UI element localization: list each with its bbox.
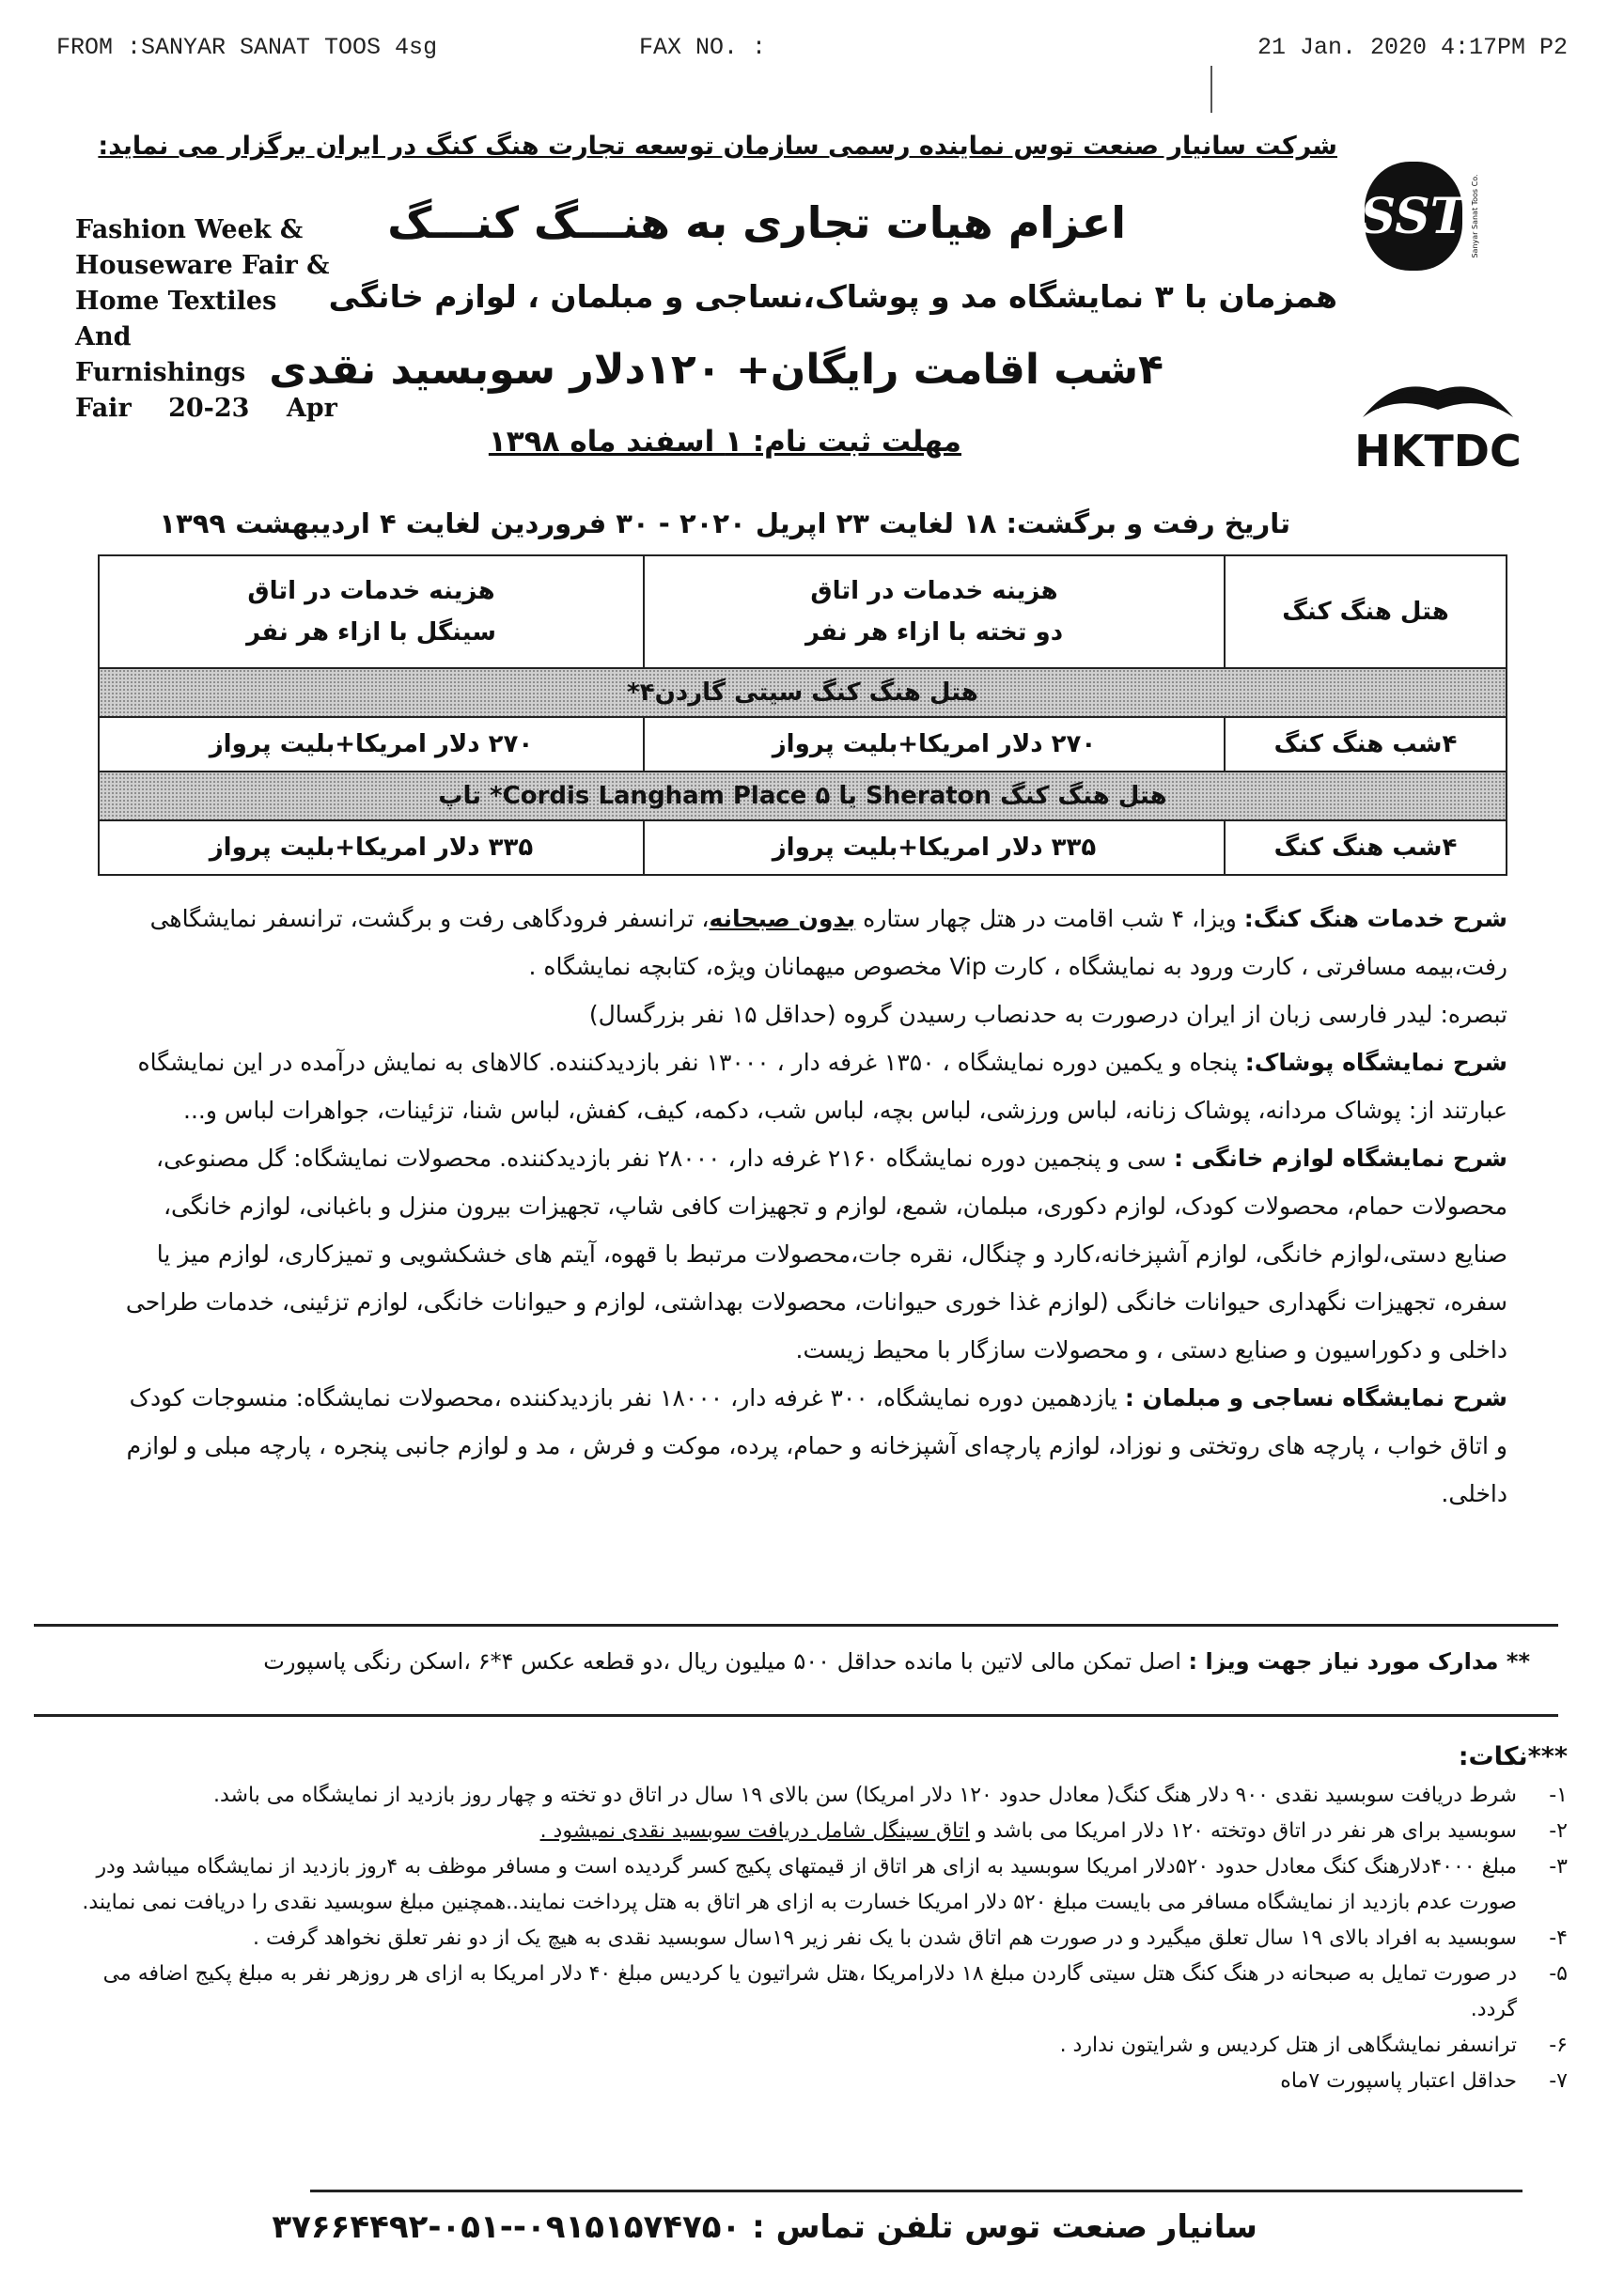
notes-section: [73, 1737, 1568, 2099]
svg-text:SST: SST: [1361, 188, 1467, 245]
contact-numbers: ۰۹۱۵۱۵۷۴۷۵۰--۰۵۱-۳۷۶۶۴۴۹۲: [272, 2208, 742, 2246]
english-line-3: Home Textiles: [75, 287, 277, 316]
contact-label: سانیار صنعت توس تلفن تماس :: [752, 2208, 1257, 2246]
table-group-row: [99, 772, 1507, 820]
table-row: [99, 717, 1507, 772]
sst-logo: [1361, 158, 1483, 274]
organizer-line: شرکت سانیار صنعت توس نماینده رسمی سازمان توسعه تجارت هنگ کنگ در ایران برگزار می نماید:: [98, 132, 1337, 161]
list-item: ۱- شرط دریافت سوبسید نقدی ۹۰۰ دلار هنگ کنگ( معادل حدود ۱۲۰ دلار امریکا) سن بالای ۱۹ سال در اتاق دو تخته و چهار روز بازدید از نمایشگاه می باشد.: [212, 1784, 1568, 1807]
page-title: اعزام هیات تجاری به هنـــگ کنـــگ: [387, 197, 1126, 248]
visa-documents: ** مدارک مورد نیاز جهت ویزا : اصل تمکن مالی لاتین با مانده حداقل ۵۰۰ میلیون ریال ،دو قطعه عکس ۴*۶ ،اسکن رنگی پاسپورت: [263, 1648, 1530, 1675]
english-line-1: Fashion Week &: [75, 215, 304, 244]
header-double: هزینه خدمات در اتاق دو تخته با ازاء هر نفر: [644, 555, 1225, 668]
header-single: هزینه خدمات در اتاق سینگل با ازاء هر نفر: [99, 555, 644, 668]
description-section: [117, 895, 1507, 1518]
fax-from: FROM :SANYAR SANAT TOOS 4sg: [56, 34, 438, 61]
row-label: ۴شب هنگ کنگ: [1225, 820, 1507, 875]
notes-title: ***نکات:: [1458, 1742, 1568, 1771]
list-item: ۶- ترانسفر نمایشگاهی از هتل کردیس و شرایتون ندارد .: [1059, 2034, 1568, 2057]
list-item: ۲- سوبسید برای هر نفر در اتاق دوتخته ۱۲۰ دلار امریکا می باشد و اتاق سینگل شامل دریافت سوبسید نقدی نمیشود .: [539, 1819, 1568, 1843]
services-label: شرح خدمات هنگ کنگ:: [1243, 905, 1507, 932]
hotel-group-5star: هتل هنگ کنگ Sheraton یا Cordis Langham Place ۵* تاپ: [99, 772, 1507, 820]
subtitle: همزمان با ۳ نمایشگاه مد و پوشاک،نساجی و مبلمان ، لوازم خانگی: [328, 278, 1337, 315]
divider: [310, 2190, 1522, 2192]
list-item: ۴- سوبسید به افراد بالای ۱۹ سال تعلق میگیرد و در صورت هم اتاق شدن با یک نفر زیر ۱۹سال سوبسید نقدی به هیچ یک از دو نفر تعلق نخواهد گرفت .: [252, 1926, 1568, 1950]
svg-text:Sanyar Sanat Toos Co.: Sanyar Sanat Toos Co.: [1471, 174, 1479, 258]
hotel-group-4star: هتل هنگ کنگ سیتی گاردن۴*: [99, 668, 1507, 717]
price-table: [98, 554, 1507, 876]
travel-dates: تاریخ رفت و برگشت: ۱۸ لغایت ۲۳ اپریل ۲۰۲۰ - ۳۰ فروردین لغایت ۴ اردیبهشت ۱۳۹۹: [159, 507, 1290, 539]
notes-list: [73, 1778, 1568, 2099]
list-item: ۷- حداقل اعتبار پاسپورت ۷ماه: [1280, 2069, 1568, 2093]
hktdc-logo: [1353, 351, 1522, 474]
fax-header: [56, 34, 1568, 66]
houseware-fair-label: شرح نمایشگاه لوازم خانگی :: [1174, 1145, 1507, 1172]
english-line-2: Houseware Fair &: [75, 251, 330, 280]
no-breakfast: بدون صبحانه: [709, 905, 856, 932]
divider: [34, 1714, 1558, 1717]
header-divider: [1210, 66, 1212, 113]
row-double-price: ۳۳۵ دلار امریکا+بلیت پرواز: [644, 820, 1225, 875]
row-single-price: ۳۳۵ دلار امریکا+بلیت پرواز: [99, 820, 644, 875]
table-group-row: [99, 668, 1507, 717]
fashion-fair-label: شرح نمایشگاه پوشاک:: [1244, 1049, 1507, 1076]
visa-docs-label: ** مدارک مورد نیاز جهت ویزا :: [1188, 1648, 1530, 1675]
contact-line: [130, 2208, 1257, 2246]
row-label: ۴شب هنگ کنگ: [1225, 717, 1507, 772]
offer-heading: ۴شب اقامت رایگان+ ۱۲۰دلار سوبسید نقدی: [269, 346, 1163, 394]
textile-fair-paragraph: شرح نمایشگاه نساجی و مبلمان : یازدهمین دوره نمایشگاه، ۳۰۰ غرفه دار، ۱۸۰۰۰ نفر بازدیدکننده ،محصولات نمایشگاه: منسوجات کودک و اتاق خواب ، پارچه های روتختی و نوزاد، لوازم پارچه‌ای آشپزخانه و حمام، پرده، موکت و فرش ، مد و لوازم جانبی پنجره ، پارچه مبلی و لوازم داخلی.: [126, 1384, 1507, 1507]
row-double-price: ۲۷۰ دلار امریکا+بلیت پرواز: [644, 717, 1225, 772]
houseware-fair-paragraph: شرح نمایشگاه لوازم خانگی : سی و پنجمین دوره نمایشگاه ۲۱۶۰ غرفه دار، ۲۸۰۰۰ نفر بازدیدکننده. محصولات نمایشگاه: گل مصنوعی، محصولات حمام، محصولات کودک، لوازم دکوری، مبلمان، شمع، لوازم و تجهیزات کافی شاپ، تجهیزات بیرون منزل و باغبانی، لوازم خانگی، صنایع دستی،لوازم خانگی، لوازم آشپزخانه،کارد و چنگال، نقره جات،محصولات مرتبط با قهوه، آیتم های خشکشویی و تمیزکاری، لوازم میز یا سفره، تجهیزات نگهداری حیوانات خانگی (لوازم غذا خوری حیوانات، محصولات بهداشتی، لوازم و حیوانات خانگی، لوازم تزئینی، خدمات طراحی داخلی و دکوراسیون و صنایع دستی ، و محصولات سازگار با محیط زیست.: [125, 1145, 1507, 1364]
english-line-4: And Furnishings: [75, 322, 246, 387]
list-item: ۳- مبلغ ۴۰۰۰دلارهنگ کنگ معادل حدود ۵۲۰دلار امریکا سوبسید به ازای هر اتاق از قیمتهای پکیج کسر گردیده است و مسافر موظف به ۴روز بازدید از نمایشگاه میباشد ودر صورت عدم بازدید از نمایشگاه مسافر می بایست مبلغ ۵۲۰ دلار امریکا خسارت به ازای هر اتاق به هتل پرداخت نمایند..همچنین مبلغ سوبسید نقدی را دریافت نمی نمایند.: [82, 1855, 1568, 1914]
fashion-fair-paragraph: شرح نمایشگاه پوشاک: پنجاه و یکمین دوره نمایشگاه ، ۱۳۵۰ غرفه دار ، ۱۳۰۰۰ نفر بازدیدکننده. کالاهای به نمایش درآمده در این نمایشگاه عبارتند از: پوشاک مردانه، پوشاک زنانه، لباس ورزشی، لباس بچه، لباس شب، دکمه، کیف، کفش، لباس شنا، تزئینات، جواهرات لباس و...: [137, 1049, 1507, 1124]
row-single-price: ۲۷۰ دلار امریکا+بلیت پرواز: [99, 717, 644, 772]
fax-number: FAX NO. :: [639, 34, 767, 61]
table-header-row: [99, 555, 1507, 668]
registration-deadline: مهلت ثبت نام: ۱ اسفند ماه ۱۳۹۸: [488, 425, 961, 459]
services-paragraph: شرح خدمات هنگ کنگ: ویزا، ۴ شب اقامت در هتل چهار ستاره بدون صبحانه، ترانسفر فرودگاهی رفت و برگشت، ترانسفر نمایشگاهی رفت،بیمه مسافرتی ، کارت ورود به نمایشگاه ، کارت Vip مخصوص میهمانان ویژه، کتابچه نمایشگاه .: [149, 905, 1507, 980]
list-item: ۵- در صورت تمایل به صبحانه در هنگ کنگ هتل سیتی گاردن مبلغ ۱۸ دلارامریکا ،هتل شراتیون یا کردیس مبلغ ۴۰ دلار امریکا به ازای هر روزهر نفر به مبلغ پکیج اضافه می گردد.: [102, 1962, 1568, 2021]
divider: [34, 1624, 1558, 1627]
english-fair-info: [75, 212, 348, 427]
table-row: [99, 820, 1507, 875]
textile-fair-label: شرح نمایشگاه نساجی و مبلمان :: [1124, 1384, 1507, 1411]
svg-text:HKTDC: HKTDC: [1354, 426, 1522, 474]
fax-datetime: 21 Jan. 2020 4:17PM P2: [1257, 34, 1568, 61]
header-hotel: هتل هنگ کنگ: [1225, 555, 1507, 668]
leader-note: تبصره: لیدر فارسی زبان از ایران درصورت به حدنصاب رسیدن گروه (حداقل ۱۵ نفر بزرگسال): [588, 1001, 1507, 1028]
english-line-5: Fair 20-23 Apr: [75, 394, 337, 423]
